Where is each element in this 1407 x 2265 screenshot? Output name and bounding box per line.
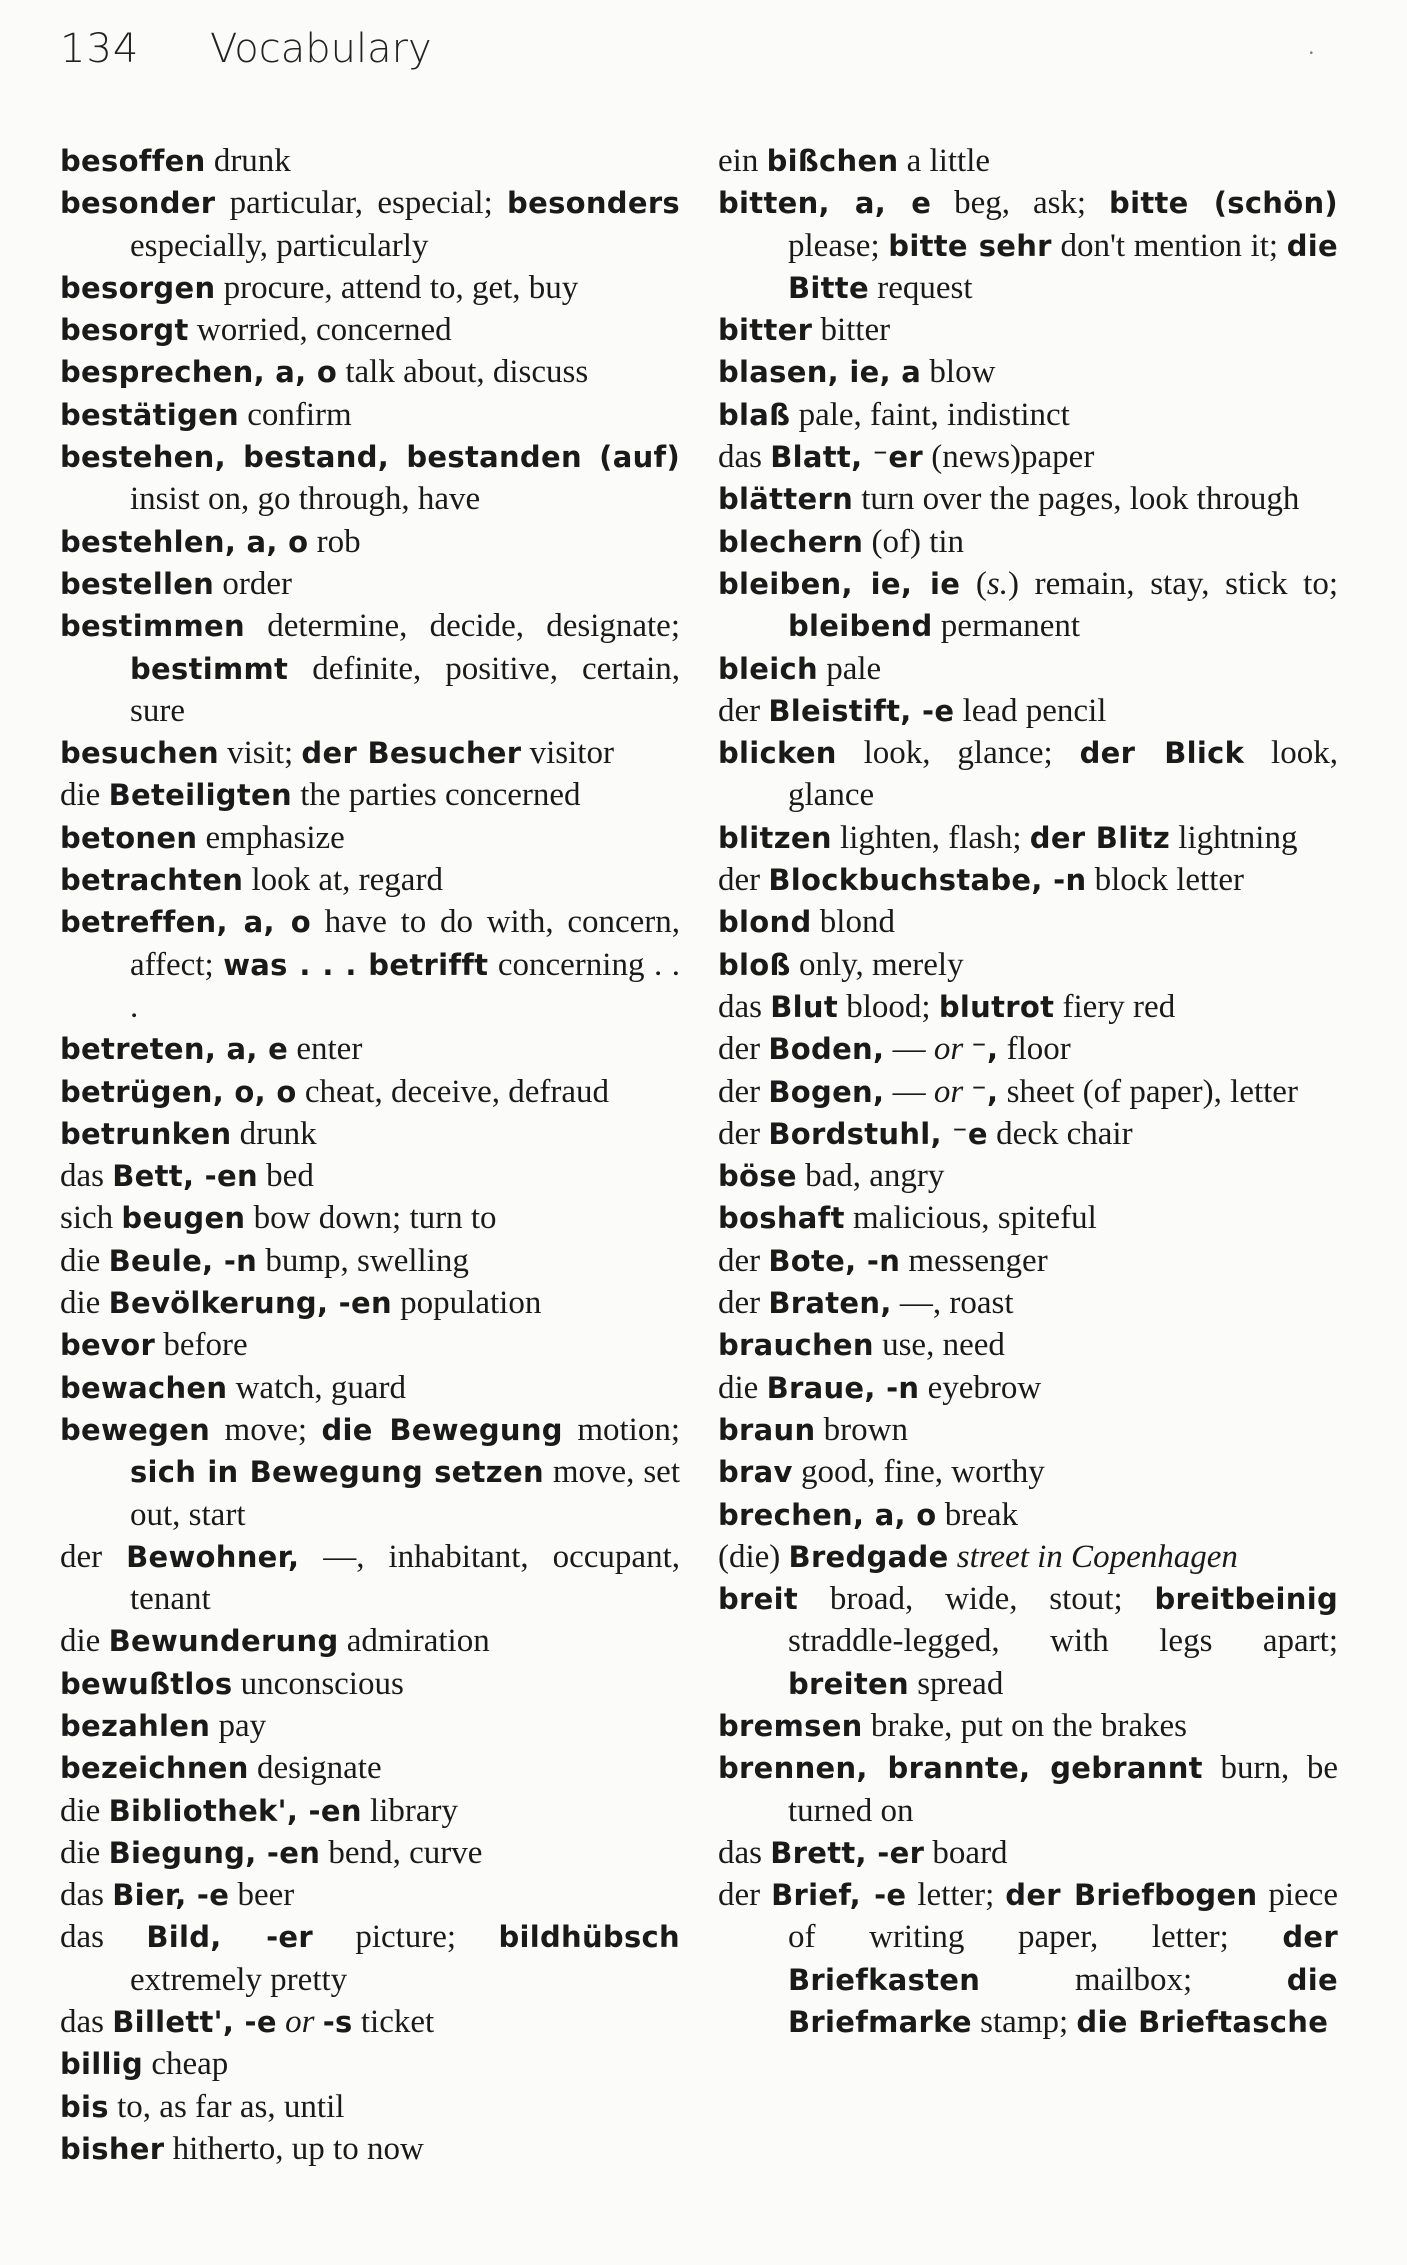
vocab-entry: sich beugen bow down; turn to: [60, 1200, 497, 1237]
vocab-entry: besuchen visit; der Besucher visitor: [60, 735, 614, 772]
vocab-entry: bestehen, bestand, bestanden (auf) insist on, go through, have: [60, 440, 680, 518]
vocab-entry: bewußtlos unconscious: [60, 1665, 404, 1702]
vocab-entry: bitter bitter: [718, 312, 891, 349]
vocab-entry: betreffen, a, o have to do with, concern, affect; was . . . betrifft concerning . . .: [60, 904, 681, 1025]
vocab-entry: betonen emphasize: [60, 819, 345, 856]
page-title: Vocabulary: [210, 26, 432, 72]
vocab-entry: die Beteiligten the parties concerned: [60, 777, 581, 814]
vocab-entry: das Blut blood; blutrot fiery red: [718, 988, 1176, 1025]
vocab-entry: boshaft malicious, spiteful: [718, 1200, 1097, 1237]
vocab-entry: der Bleistift, -e lead pencil: [718, 692, 1107, 729]
vocab-entry: das Billett', -e or -s ticket: [60, 2004, 435, 2041]
vocab-entry: die Braue, -n eyebrow: [718, 1369, 1042, 1406]
vocab-entry: der Brief, -e letter; der Briefbogen piece of writing paper, letter; der Briefkasten mailbox; die Briefmarke stamp; die Brieftasche: [718, 1877, 1338, 2041]
vocab-entry: blicken look, glance; der Blick look, glance: [718, 735, 1338, 814]
vocab-entry: die Beule, -n bump, swelling: [60, 1242, 469, 1279]
vocab-entry: das Bild, -er picture; bildhübsch extremely pretty: [60, 1919, 680, 1998]
vocab-entry: bezeichnen designate: [60, 1750, 382, 1787]
vocab-entry: ein bißchen a little: [718, 143, 991, 179]
vocab-entry: die Biegung, -en bend, curve: [60, 1834, 483, 1871]
vocab-entry: der Bewohner, —, inhabitant, occupant, tenant: [60, 1538, 680, 1618]
vocab-entry: betrachten look at, regard: [60, 862, 443, 899]
vocab-entry: das Blatt, ⁻er (news)paper: [718, 439, 1095, 476]
margin-mark: ·: [1307, 40, 1315, 65]
vocab-entry: breit broad, wide, stout; breitbeinig straddle-legged, with legs apart; breiten spread: [718, 1581, 1338, 1702]
vocab-entry: böse bad, angry: [718, 1158, 945, 1195]
page-number: 134: [60, 26, 140, 72]
vocab-entry: besprechen, a, o talk about, discuss: [60, 354, 589, 391]
vocab-entry: bleiben, ie, ie (s.) remain, stay, stick to; bleibend permanent: [718, 565, 1339, 645]
vocab-entry: bleich pale: [718, 650, 882, 687]
vocab-entry: bisher hitherto, up to now: [60, 2130, 424, 2167]
vocab-entry: blasen, ie, a blow: [718, 354, 996, 391]
vocab-entry: blättern turn over the pages, look through: [718, 481, 1300, 518]
vocab-entry: bloß only, merely: [718, 946, 964, 983]
vocab-entry: der Bote, -n messenger: [718, 1242, 1048, 1279]
vocab-entry: (die) Bredgade street in Copenhagen: [718, 1538, 1238, 1575]
vocab-entry: blechern (of) tin: [718, 523, 965, 560]
vocab-entry: der Blockbuchstabe, -n block letter: [718, 862, 1244, 899]
vocab-entry: bestätigen confirm: [60, 396, 352, 433]
vocab-entry: besonder particular, especial; besonders especially, particularly: [60, 185, 680, 264]
vocab-entry: bitten, a, e beg, ask; bitte (schön) please; bitte sehr don't mention it; die Bitte request: [718, 185, 1338, 306]
vocab-entry: bestehlen, a, o rob: [60, 523, 361, 560]
running-head: [60, 26, 432, 72]
vocab-entry: das Bett, -en bed: [60, 1158, 314, 1195]
vocab-entry: billig cheap: [60, 2046, 229, 2083]
right-column: [718, 140, 1338, 2043]
vocab-entry: betreten, a, e enter: [60, 1031, 363, 1068]
vocab-entry: besoffen drunk: [60, 143, 291, 179]
vocab-entry: der Braten, —, roast: [718, 1285, 1014, 1322]
vocab-entry: der Bogen, — or ⁻, sheet (of paper), letter: [718, 1073, 1298, 1110]
vocab-entry: besorgen procure, attend to, get, buy: [60, 269, 579, 306]
vocab-entry: blaß pale, faint, indistinct: [718, 396, 1070, 433]
vocab-entry: brennen, brannte, gebrannt burn, be turned on: [718, 1750, 1338, 1829]
vocab-entry: brechen, a, o break: [718, 1496, 1019, 1533]
left-column: [60, 140, 680, 2170]
vocab-entry: bewachen watch, guard: [60, 1369, 407, 1406]
vocab-entry: bestellen order: [60, 565, 293, 602]
vocab-entry: bezahlen pay: [60, 1707, 267, 1744]
vocab-entry: braun brown: [718, 1411, 908, 1448]
vocab-entry: blond blond: [718, 904, 895, 941]
vocab-entry: betrügen, o, o cheat, deceive, defraud: [60, 1073, 609, 1110]
vocab-entry: besorgt worried, concerned: [60, 312, 452, 349]
vocab-entry: brav good, fine, worthy: [718, 1454, 1045, 1491]
vocab-entry: das Bier, -e beer: [60, 1877, 295, 1914]
vocab-entry: brauchen use, need: [718, 1327, 1005, 1364]
vocab-entry: bestimmen determine, decide, designate; bestimmt definite, positive, certain, sure: [60, 608, 680, 729]
vocab-entry: betrunken drunk: [60, 1115, 317, 1152]
vocab-entry: bis to, as far as, until: [60, 2088, 345, 2125]
vocab-entry: die Bibliothek', -en library: [60, 1792, 459, 1829]
vocab-entry: der Bordstuhl, ⁻e deck chair: [718, 1115, 1133, 1152]
vocab-entry: die Bevölkerung, -en population: [60, 1285, 542, 1322]
vocab-entry: bevor before: [60, 1327, 248, 1364]
vocab-entry: blitzen lighten, flash; der Blitz lightning: [718, 819, 1298, 856]
vocab-entry: bremsen brake, put on the brakes: [718, 1707, 1188, 1744]
vocab-entry: die Bewunderung admiration: [60, 1623, 490, 1660]
vocab-entry: das Brett, -er board: [718, 1834, 1008, 1871]
vocab-entry: bewegen move; die Bewegung motion; sich in Bewegung setzen move, set out, start: [60, 1411, 680, 1533]
vocab-entry: der Boden, — or ⁻, floor: [718, 1031, 1071, 1068]
